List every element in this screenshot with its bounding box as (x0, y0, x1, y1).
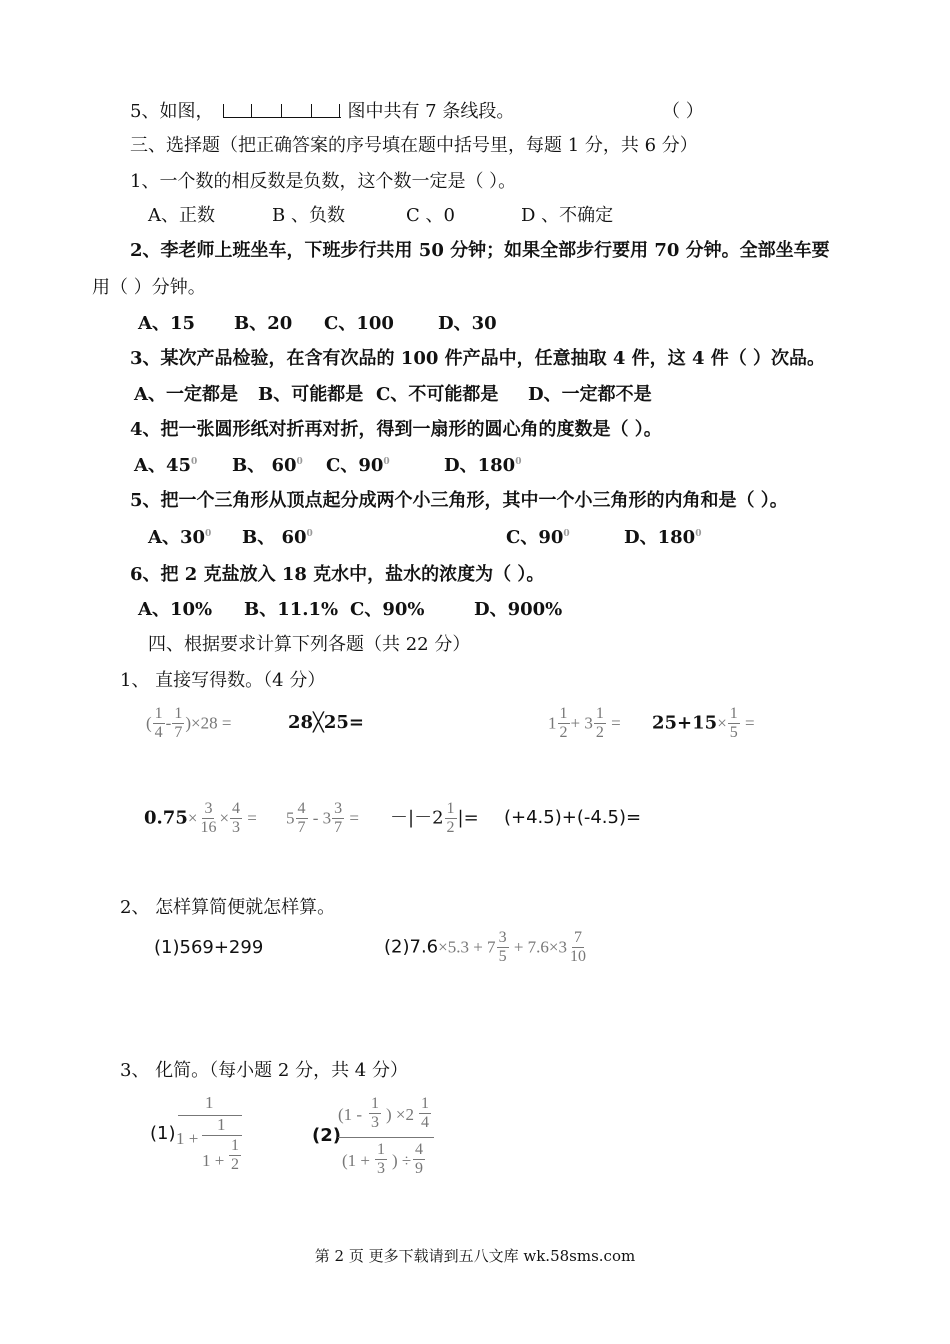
q6-option-c: C、90% (350, 599, 425, 620)
q5-option-d: D、$180^0$ (624, 527, 702, 548)
q5-stem: 5、把一个三角形从顶点起分成两个小三角形，其中一个小三角形的内角和是（ ）。 (130, 490, 788, 511)
p2-title: 2、 怎样算简便就怎样算。 (120, 897, 336, 918)
q6-option-d: D、900% (474, 599, 563, 620)
q2-stem-line1: 2、李老师上班坐车，下班步行共用 50 分钟；如果全部步行要用 70 分钟。全部坐车要 (130, 240, 830, 261)
line-segment-figure (223, 104, 341, 120)
expr-fraction-diff-times-28: ( $\frac{1}{4}$ - $\frac{1}{7}$ )×28 = (146, 705, 232, 741)
q2-option-b: B、20 (234, 313, 293, 334)
q6-option-a: A、10% (138, 599, 213, 620)
expr-25-plus-15: 25+15× $\frac{1}{5}$ = (652, 705, 755, 741)
p1-title: 1、 直接写得数。（4 分） (120, 670, 326, 691)
expr-absolute: －|－2 $\frac{1}{2}$ |= (390, 800, 479, 836)
q2-option-a: A、15 (138, 313, 196, 334)
q3-option-a: A、一定都是 (134, 384, 238, 405)
q4-option-d: D、$180^0$ (444, 455, 522, 476)
fill-blank-5 (130, 97, 514, 123)
fill-blank-5-bracket: （ ） (662, 101, 704, 122)
q1-option-b: B 、负数 (272, 205, 345, 226)
expr-mixed-sum: 1 $\frac{1}{2}$ + 3 $\frac{1}{2}$ = (548, 705, 621, 741)
expr-45-sum: (+4.5)+(-4.5)= (504, 807, 642, 828)
q1-stem: 1、一个数的相反数是负数，这个数一定是（ ）。 (130, 171, 517, 192)
fill-blank-5-suffix: 图中共有 7 条线段。 (347, 101, 515, 122)
q1-option-d: D 、不确定 (521, 205, 614, 226)
fill-blank-5-prefix: 5、如图， (130, 101, 214, 122)
q5-option-c: C、$90^0$ (506, 527, 570, 548)
q3-option-b: B、可能都是 (258, 384, 364, 405)
q2-option-d: D、30 (438, 313, 497, 334)
p3-title: 3、 化简。（每小题 2 分，共 4 分） (120, 1060, 408, 1081)
q4-option-a: A、$45^0$ (134, 455, 198, 476)
q3-option-c: C、不可能都是 (376, 384, 499, 405)
q5-option-a: A、$30^0$ (148, 527, 212, 548)
q1-option-a: A、正数 (148, 205, 215, 226)
expr-mixed-diff: 5 $\frac{4}{7}$ - 3 $\frac{3}{7}$ = (286, 800, 360, 836)
p2-item2: (2)7.6×5.3 + 7 $\frac{3}{5}$ + 7.6×3 $\frac{7}{10}$ (384, 929, 586, 965)
q2-stem-line2: 用（ ）分钟。 (92, 277, 206, 298)
q5-option-b: B、 $60^0$ (242, 527, 313, 548)
section3-title: 三、选择题（把正确答案的序号填在题中括号里，每题 1 分，共 6 分） (130, 135, 698, 156)
q4-stem: 4、把一张圆形纸对折再对折，得到一扇形的圆心角的度数是（ ）。 (130, 419, 662, 440)
section4-title: 四、根据要求计算下列各题（共 22 分） (148, 634, 471, 655)
q2-option-c: C、100 (324, 313, 394, 334)
q4-option-b: B、 $60^0$ (232, 455, 303, 476)
q6-option-b: B、11.1% (244, 599, 339, 620)
page-footer: 第 2 页 更多下载请到五八文库 wk.58sms.com (314, 1247, 636, 1265)
p2-item1: (1)569+299 (154, 937, 264, 958)
expr-075-product: 0.75× $\frac{3}{16}$ × $\frac{4}{3}$ = (144, 800, 257, 836)
q3-stem: 3、某次产品检验，在含有次品的 100 件产品中，任意抽取 4 件，这 4 件（ ）次品。 (130, 348, 826, 369)
q6-stem: 6、把 2 克盐放入 18 克水中，盐水的浓度为（ ）。 (130, 564, 545, 585)
q3-option-d: D、一定都不是 (528, 384, 652, 405)
expr-28x25: 28╳25= (288, 712, 365, 733)
q1-option-c: C 、0 (406, 205, 455, 226)
q4-option-c: C、$90^0$ (326, 455, 390, 476)
